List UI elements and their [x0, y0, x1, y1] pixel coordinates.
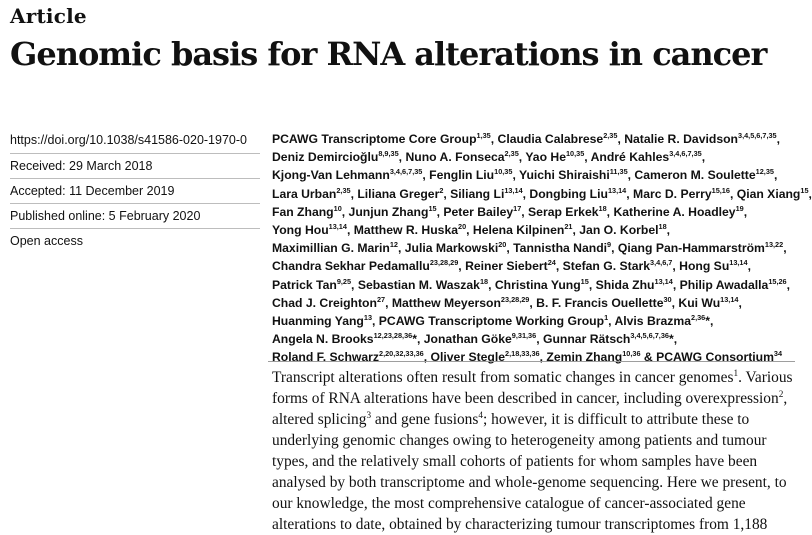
- abstract-line: alterations to date, obtained by characterizing tumour transcriptomes from 1,188: [272, 516, 768, 533]
- accepted-date: Accepted: 11 December 2019: [10, 178, 260, 203]
- article-label: Article: [10, 4, 87, 28]
- author-line: Deniz Demircioğlu$^{8,9,35}$, Nuno A. Fonseca$^{2,35}$, Yao He$^{10,35}$, André Kahles$^{3,4,6,7,35}$,: [272, 149, 706, 165]
- abstract-line: underlying genomic changes owing to heterogeneity among patients and tumour: [272, 432, 767, 449]
- author-line: Kjong-Van Lehmann$^{3,4,6,7,35}$, Fenglin Liu$^{10,35}$, Yuichi Shiraishi$^{11,35}$, Cameron M. Soulette$^{12,35}$,: [272, 167, 778, 183]
- abstract: [272, 367, 797, 535]
- abstract-separator: [268, 361, 795, 362]
- doi-link[interactable]: https://doi.org/10.1038/s41586-020-1970-0: [10, 133, 247, 147]
- author-line: Huanming Yang$^{13}$, PCAWG Transcriptome Working Group$^1$, Alvis Brazma$^{2,36}$*,: [272, 312, 714, 328]
- abstract-line: Transcript alterations often result from somatic changes in cancer genomes$^1$. Various: [272, 367, 793, 386]
- received-date: Received: 29 March 2018: [10, 153, 260, 178]
- author-line: Patrick Tan$^{9,25}$, Sebastian M. Waszak$^{18}$, Christina Yung$^{15}$, Shida Zhu$^{13,14}$, Philip Awadalla$^{15,26}$,: [272, 276, 791, 292]
- abstract-line: our knowledge, the most comprehensive catalogue of cancer-associated gene: [272, 495, 746, 512]
- article-title: Genomic basis for RNA alterations in cancer: [10, 35, 767, 73]
- article-metadata: [10, 128, 260, 253]
- author-line: Chandra Sekhar Pedamallu$^{23,28,29}$, Reiner Siebert$^{24}$, Stefan G. Stark$^{3,4,6,7}$, Hong Su$^{13,14}$,: [272, 258, 751, 274]
- author-line: Chad J. Creighton$^{27}$, Matthew Meyerson$^{23,28,29}$, B. F. Francis Ouellette$^{30}$, Kui Wu$^{13,14}$,: [272, 294, 742, 310]
- abstract-line: altered splicing$^3$ and gene fusions$^4$; however, it is difficult to attribute these to: [272, 409, 750, 428]
- abstract-line: forms of RNA alterations have been described in cancer, including overexpression$^2$,: [272, 388, 788, 407]
- author-line: PCAWG Transcriptome Core Group$^{1,35}$, Claudia Calabrese$^{2,35}$, Natalie R. Davidson$^{3,4,5,6,7,35}$,: [272, 130, 781, 146]
- author-line: Angela N. Brooks$^{12,23,28,36}$*, Jonathan Göke$^{9,31,36}$, Gunnar Rätsch$^{3,4,5,6,7,36}$*,: [272, 331, 678, 347]
- abstract-line: types, and the relatively small cohorts of patients for whom samples have been: [272, 453, 758, 470]
- author-list: [272, 130, 812, 366]
- published-date: Published online: 5 February 2020: [10, 203, 260, 228]
- abstract-line: analysed by both transcriptome and whole-genome sequencing. Here we present, to: [272, 474, 787, 491]
- open-access-label: Open access: [10, 228, 260, 253]
- author-line: Roland F. Schwarz$^{2,20,32,33,36}$, Oliver Stegle$^{2,18,33,36}$, Zemin Zhang$^{10,36}$ & PCAWG Consortium$^{34}$: [272, 349, 783, 365]
- author-line: Fan Zhang$^{10}$, Junjun Zhang$^{15}$, Peter Bailey$^{17}$, Serap Erkek$^{18}$, Katherine A. Hoadley$^{19}$,: [272, 203, 748, 219]
- author-line: Maximillian G. Marin$^{12}$, Julia Markowski$^{20}$, Tannistha Nandi$^9$, Qiang Pan-Hammarström$^{13,22}$,: [272, 240, 787, 256]
- author-line: Yong Hou$^{13,14}$, Matthew R. Huska$^{20}$, Helena Kilpinen$^{21}$, Jan O. Korbel$^{18}$,: [272, 221, 671, 237]
- author-line: Lara Urban$^{2,35}$, Liliana Greger$^2$, Siliang Li$^{13,14}$, Dongbing Liu$^{13,14}$, Marc D. Perry$^{15,16}$, Qian Xiang$^{15}$,: [272, 185, 812, 201]
